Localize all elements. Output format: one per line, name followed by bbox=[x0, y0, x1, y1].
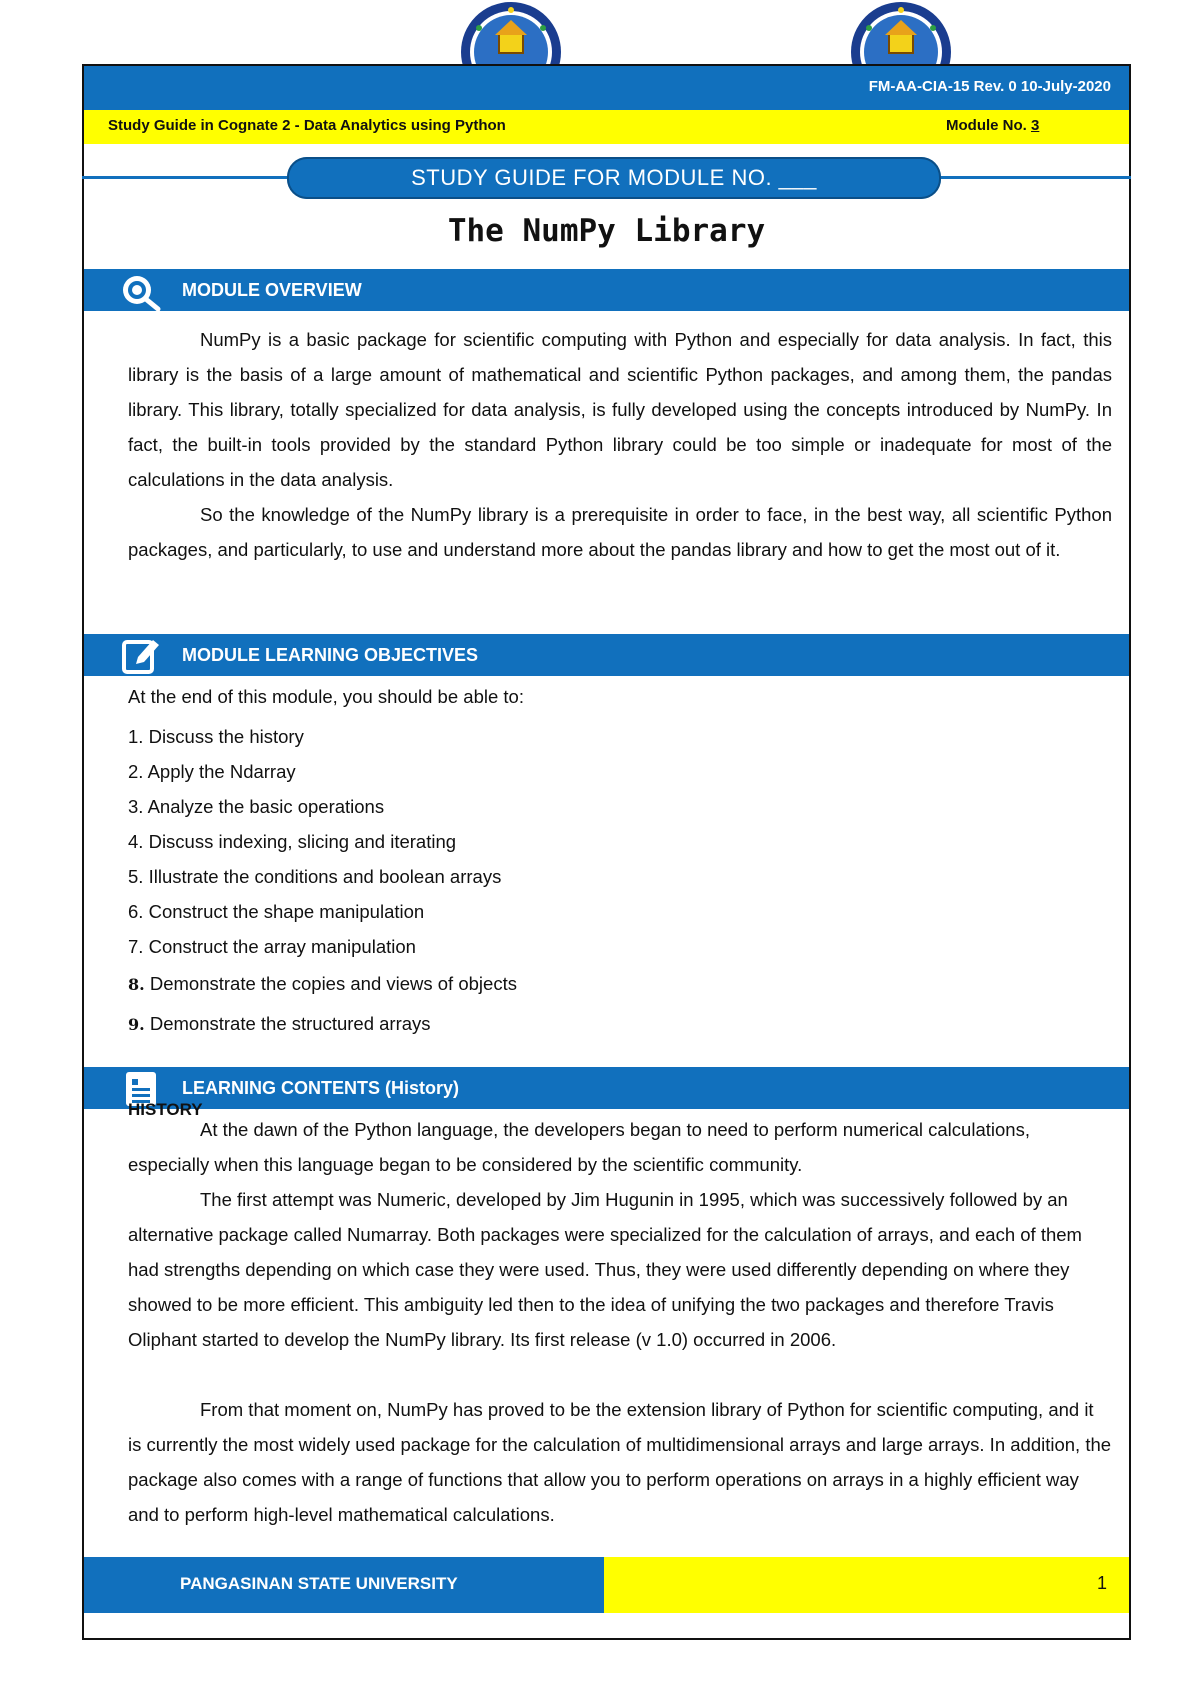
contents-paragraph-1: At the dawn of the Python language, the developers began to need to perform numerical calculations, especially when this language began to be considered by the scientific community. bbox=[128, 1119, 1030, 1175]
history-subheading: HISTORY bbox=[128, 1100, 203, 1119]
section-objectives-bar bbox=[84, 634, 1129, 676]
form-code: FM-AA-CIA-15 Rev. 0 10-July-2020 bbox=[868, 78, 1111, 95]
list-item: 8. Demonstrate the copies and views of objects bbox=[128, 973, 517, 994]
overview-paragraph-1: NumPy is a basic package for scientific computing with Python and especially for data analysis. In fact, this library is the basis of a large amount of mathematical and scientific Python packages, and among them, the pandas library. This library, totally specialized for data analysis, is fully developed using the concepts introduced by NumPy. In fact, the built-in tools provided by the standard Python library could be too simple or inadequate for most of the calculations in the data analysis. bbox=[128, 329, 1112, 490]
section-overview-bar bbox=[84, 269, 1129, 311]
page-number: 1 bbox=[1096, 1573, 1107, 1593]
list-item: 7. Construct the array manipulation bbox=[128, 936, 416, 957]
overview-paragraph-2: So the knowledge of the NumPy library is a prerequisite in order to face, in the best way, all scientific Python packages, and particularly, to use and understand more about the pandas library and how to get the most out of it. bbox=[128, 504, 1112, 560]
edit-icon bbox=[120, 636, 162, 676]
list-item: 3. Analyze the basic operations bbox=[128, 796, 385, 817]
university-seal-left bbox=[459, 0, 563, 70]
list-item: 1. Discuss the history bbox=[128, 726, 304, 747]
footer-page-bar bbox=[604, 1557, 1129, 1613]
divider-right bbox=[936, 176, 1131, 179]
list-item: 9. Demonstrate the structured arrays bbox=[128, 1013, 431, 1034]
footer-university-bar bbox=[84, 1557, 604, 1613]
magnifier-icon bbox=[120, 271, 162, 311]
list-item: 6. Construct the shape manipulation bbox=[128, 901, 425, 922]
list-item: 5. Illustrate the conditions and boolean arrays bbox=[128, 866, 502, 887]
section-overview-heading: MODULE OVERVIEW bbox=[182, 280, 362, 300]
divider-left bbox=[82, 176, 292, 179]
university-seal-right bbox=[849, 0, 953, 70]
page-title: The NumPy Library bbox=[447, 213, 766, 249]
header-yellow-bar bbox=[84, 110, 1129, 144]
list-item: 2. Apply the Ndarray bbox=[128, 761, 296, 782]
section-contents-heading: LEARNING CONTENTS (History) bbox=[182, 1078, 460, 1098]
study-guide-banner: STUDY GUIDE FOR MODULE NO. ___ bbox=[287, 157, 941, 199]
module-number: Module No. 3 bbox=[946, 117, 1040, 134]
section-contents-bar bbox=[84, 1067, 1129, 1109]
footer-university-name: PANGASINAN STATE UNIVERSITY bbox=[180, 1574, 458, 1593]
objectives-list bbox=[128, 719, 517, 1044]
section-objectives-heading: MODULE LEARNING OBJECTIVES bbox=[182, 645, 479, 665]
contents-paragraph-2: The first attempt was Numeric, developed by Jim Hugunin in 1995, which was successively followed by an alternative package called Numarray. Both packages were specialized for the calculation of arrays, and each of them had strengths depending on which case they were used. Thus, they were used differently depending on where they showed to be more efficient. This ambiguity led then to the idea of unifying the two packages and therefore Travis Oliphant started to develop the NumPy library. Its first release (v 1.0) occurred in 2006. bbox=[128, 1189, 1082, 1350]
objectives-intro: At the end of this module, you should be able to: bbox=[128, 686, 524, 707]
course-title: Study Guide in Cognate 2 - Data Analytics using Python bbox=[108, 117, 506, 134]
list-item: 4. Discuss indexing, slicing and iterating bbox=[128, 831, 457, 852]
header-blue-bar bbox=[84, 66, 1129, 110]
contents-paragraph-3: From that moment on, NumPy has proved to be the extension library of Python for scientific computing, and it is currently the most widely used package for the calculation of multidimensional arrays and large arrays. In addition, the package also comes with a range of functions that allow you to perform operations on arrays in a highly efficient way and to perform high-level mathematical calculations. bbox=[128, 1399, 1112, 1525]
